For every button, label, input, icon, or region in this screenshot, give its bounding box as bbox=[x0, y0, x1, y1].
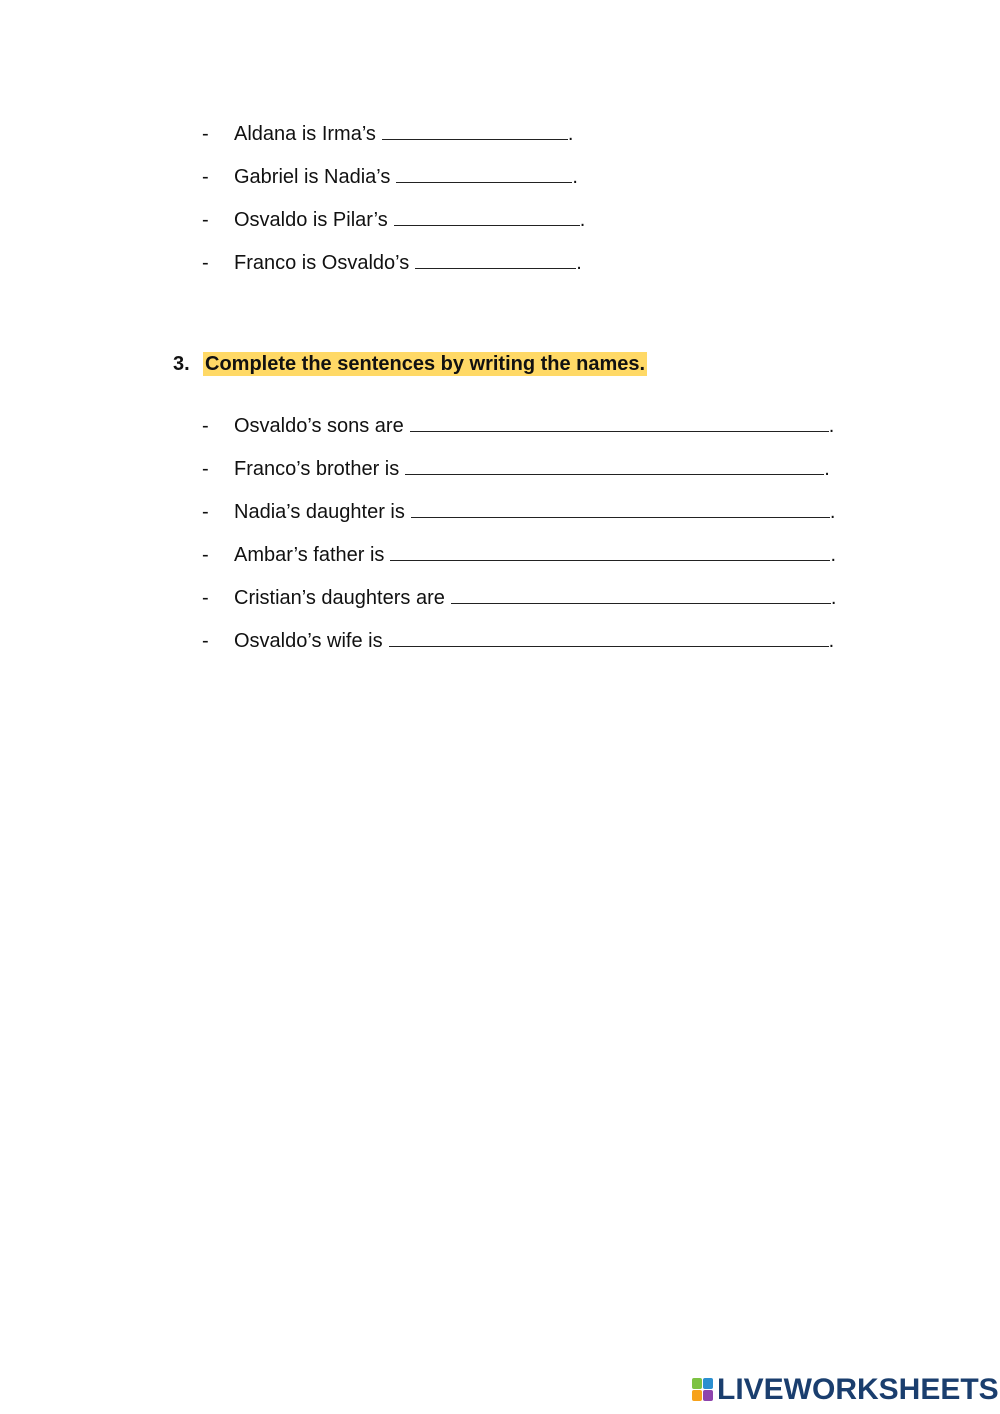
sentence-item bbox=[202, 414, 834, 438]
sentence-text: Franco is Osvaldo’s bbox=[234, 252, 410, 274]
sentence-text: Cristian’s daughters are bbox=[234, 587, 445, 609]
bullet-dash: - bbox=[202, 123, 209, 145]
logo-mark-icon bbox=[692, 1378, 714, 1402]
answer-blank[interactable] bbox=[390, 543, 830, 561]
bullet-dash: - bbox=[202, 587, 209, 609]
logo-text: LIVEWORKSHEETS bbox=[717, 1373, 999, 1406]
bullet-dash: - bbox=[202, 415, 209, 437]
answer-blank[interactable] bbox=[396, 165, 572, 183]
answer-blank[interactable] bbox=[411, 500, 830, 518]
sentence-item bbox=[202, 586, 836, 610]
sentence-end: . bbox=[824, 458, 830, 480]
bullet-dash: - bbox=[202, 501, 209, 523]
sentence-end: . bbox=[830, 587, 837, 609]
answer-blank[interactable] bbox=[382, 122, 568, 140]
bullet-dash: - bbox=[202, 544, 209, 566]
sentence-text: Gabriel is Nadia’s bbox=[234, 166, 391, 188]
sentence-item bbox=[202, 208, 585, 232]
sentence-end: . bbox=[828, 415, 835, 437]
sentence-item bbox=[202, 122, 573, 146]
sentence-end: . bbox=[572, 166, 578, 188]
bullet-dash: - bbox=[202, 630, 209, 652]
answer-blank[interactable] bbox=[415, 251, 576, 269]
sentence-text: Osvaldo’s sons are bbox=[234, 415, 404, 437]
answer-blank[interactable] bbox=[451, 586, 831, 604]
bullet-dash: - bbox=[202, 166, 209, 188]
sentence-item bbox=[202, 500, 835, 524]
sentence-end: . bbox=[579, 209, 586, 231]
answer-blank[interactable] bbox=[389, 629, 829, 647]
bullet-dash: - bbox=[202, 209, 209, 231]
sentence-end: . bbox=[828, 630, 835, 652]
sentence-item bbox=[202, 165, 578, 189]
sentence-text: Ambar’s father is bbox=[234, 544, 385, 566]
sentence-text: Aldana is Irma’s bbox=[234, 123, 376, 145]
liveworksheets-logo bbox=[692, 1374, 999, 1406]
sentence-text: Nadia’s daughter is bbox=[234, 501, 405, 523]
sentence-text: Osvaldo is Pilar’s bbox=[234, 209, 388, 231]
answer-blank[interactable] bbox=[405, 457, 824, 475]
bullet-dash: - bbox=[202, 458, 209, 480]
sentence-end: . bbox=[829, 501, 836, 523]
section-title: Complete the sentences by writing the names. bbox=[205, 353, 646, 375]
answer-blank[interactable] bbox=[394, 208, 580, 226]
answer-blank[interactable] bbox=[410, 414, 829, 432]
sentence-end: . bbox=[567, 123, 574, 145]
sentence-text: Franco’s brother is bbox=[234, 458, 400, 480]
sentence-item bbox=[202, 629, 834, 653]
sentence-end: . bbox=[830, 544, 836, 566]
sentence-item bbox=[202, 251, 582, 275]
sentence-end: . bbox=[576, 252, 582, 274]
sentence-item bbox=[202, 543, 836, 567]
section-heading bbox=[173, 352, 647, 376]
section-number: 3. bbox=[173, 353, 190, 375]
bullet-dash: - bbox=[202, 252, 209, 274]
sentence-text: Osvaldo’s wife is bbox=[234, 630, 383, 652]
sentence-item bbox=[202, 457, 830, 481]
